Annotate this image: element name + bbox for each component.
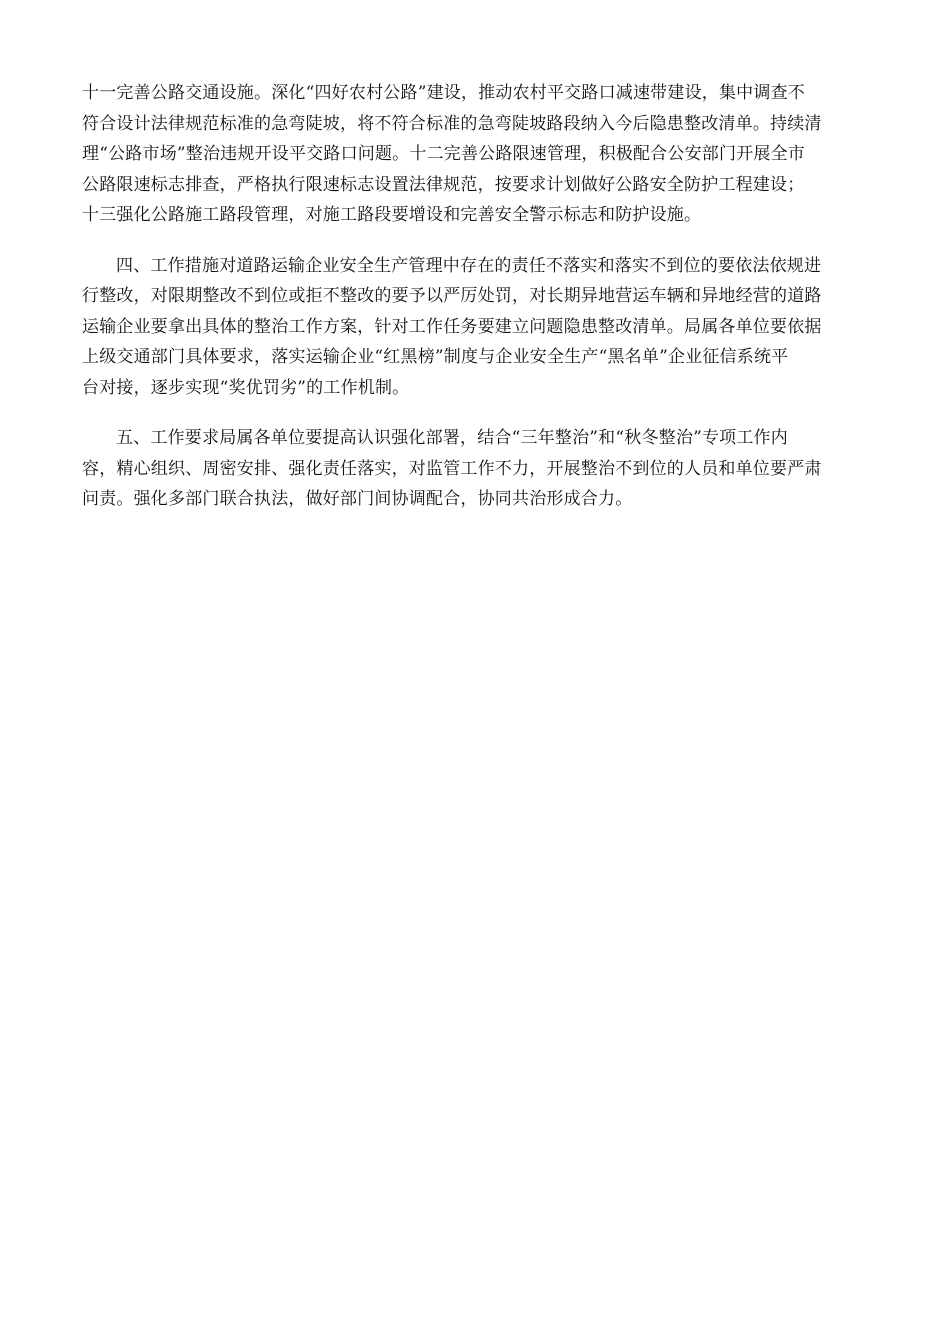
- text-line: 容，精心组织、周密安排、强化责任落实，对监管工作不力，开展整治不到位的人员和单位要严肃: [82, 458, 822, 479]
- text-line: 四、工作措施对道路运输企业安全生产管理中存在的责任不落实和落实不到位的要依法依规进: [116, 255, 822, 276]
- text-line: 台对接，逐步实现“奖优罚劣”的工作机制。: [82, 377, 410, 398]
- text-line: 理“公路市场”整治违规开设平交路口问题。十二完善公路限速管理，积极配合公安部门开展全市: [82, 144, 805, 164]
- text-line: 上级交通部门具体要求，落实运输企业“红黑榜”制度与企业安全生产“黑名单”企业征信系统平: [82, 347, 789, 367]
- paragraph-work-measures: [82, 251, 872, 404]
- text-line: 五、工作要求局属各单位要提高认识强化部署，结合“三年整治”和“秋冬整治”专项工作内: [116, 428, 788, 448]
- paragraph-road-facilities: [82, 78, 872, 231]
- paragraph-work-requirements: [82, 423, 872, 515]
- text-line: 问责。强化多部门联合执法，做好部门间协调配合，协同共治形成合力。: [82, 489, 633, 509]
- text-line: 行整改，对限期整改不到位或拒不整改的要予以严厉处罚，对长期异地营运车辆和异地经营的道路: [82, 286, 822, 306]
- text-line: 运输企业要拿出具体的整治工作方案，针对工作任务要建立问题隐患整改清单。局属各单位要依据: [82, 316, 822, 337]
- text-line: 公路限速标志排查，严格执行限速标志设置法律规范，按要求计划做好公路安全防护工程建设；: [82, 174, 805, 195]
- text-line: 符合设计法律规范标准的急弯陡坡，将不符合标准的急弯陡坡路段纳入今后隐患整改清单。持续清: [82, 113, 822, 134]
- text-line: 十一完善公路交通设施。深化“四好农村公路”建设，推动农村平交路口减速带建设，集中调查不: [82, 83, 805, 103]
- document-page: [82, 78, 872, 515]
- text-line: 十三强化公路施工路段管理，对施工路段要增设和完善安全警示标志和防护设施。: [82, 205, 702, 225]
